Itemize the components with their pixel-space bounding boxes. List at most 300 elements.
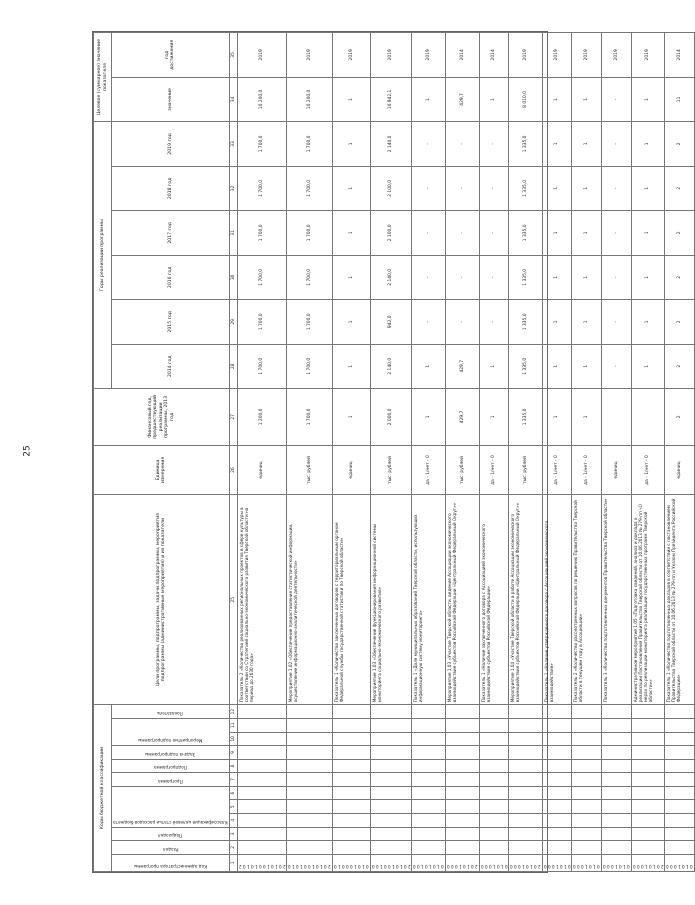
code-cell <box>287 841 333 855</box>
row-year-value: 1 <box>631 211 665 255</box>
row-year-value: 2 <box>665 211 695 255</box>
code-cell <box>479 705 509 719</box>
code-cell <box>602 759 632 773</box>
code-cell <box>572 813 602 827</box>
column-number: 26 <box>229 445 237 494</box>
row-year-value: 1 700,0 <box>237 300 287 344</box>
row-year-value: - <box>445 211 479 255</box>
code-cell <box>370 841 412 855</box>
row-year-value: 1 <box>332 300 370 344</box>
row-target-year: 2019 <box>631 33 665 78</box>
budget-codes-header: Коды бюджетной классификации <box>94 705 112 872</box>
code-cell <box>332 827 370 841</box>
row-unit: единиц <box>665 445 695 494</box>
code-cell <box>665 854 695 871</box>
row-year-value: 1 <box>332 166 370 210</box>
program-table-sheet <box>92 31 694 873</box>
row-target-value: 1 <box>479 77 509 121</box>
row-year-value: - <box>412 255 446 299</box>
code-header-subsection <box>112 827 230 841</box>
year-header-2016: 2016 год <box>112 255 230 299</box>
row-description: Мероприятие 1.04 «Участие Тверской области в работе Ассоциации экономического взаимодействия субъектов Российской Федерации «Центральный Федеральный Округ»» <box>509 495 543 705</box>
row-year-value: 1 335,0 <box>509 255 543 299</box>
row-target-value: 10 200,0 <box>237 77 287 121</box>
row-year-value: 1 700,0 <box>237 255 287 299</box>
row-year-value: 1 <box>479 344 509 388</box>
code-cell <box>509 773 543 787</box>
row-description: Показатель 2 «Количество реализованных региональных проектов в сфере культуры в соответствии со Стратегией социально-экономического развития Тверской области на период до 2030 года» <box>237 495 287 705</box>
code-cell <box>332 718 370 732</box>
code-cell <box>631 773 665 787</box>
code-cell <box>572 773 602 787</box>
code-cell <box>287 813 333 827</box>
target-year-header: год достижения <box>112 33 230 78</box>
year-header-2014: 2014 год <box>112 344 230 388</box>
code-header-subprogram <box>112 759 230 773</box>
code-cell <box>287 800 333 814</box>
code-cell <box>412 705 446 719</box>
row-year-value: - <box>445 300 479 344</box>
row-2013-value: 1 200,0 <box>237 388 287 445</box>
table-row <box>542 33 572 872</box>
page-number: 25 <box>22 445 33 457</box>
code-string: 0 1 0 1 0 0 0 <box>480 864 508 869</box>
code-string: 0 1 0 1 0 0 0 <box>543 864 571 869</box>
row-year-value: - <box>412 211 446 255</box>
column-number-row <box>229 33 237 872</box>
code-cell <box>287 732 333 746</box>
code-cell <box>542 786 572 800</box>
row-target-value: 11 <box>665 77 695 121</box>
row-2013-value <box>602 388 632 445</box>
row-year-value: 1 700,0 <box>237 344 287 388</box>
row-description: Показатель 1 «Наличие заключенного договора с Ассоциацией экономического взаимодействия субъектов Российской Федерации» <box>479 495 509 705</box>
row-unit: единиц <box>332 445 370 494</box>
row-2013-value <box>631 388 665 445</box>
row-2013-value: 2 <box>665 388 695 445</box>
code-cell <box>542 813 572 827</box>
row-year-value: - <box>602 255 632 299</box>
row-year-value: 2 <box>665 122 695 166</box>
code-cell <box>602 786 632 800</box>
code-cell <box>237 732 287 746</box>
row-year-value: 2 <box>665 300 695 344</box>
row-year-value: - <box>445 166 479 210</box>
code-cell <box>572 746 602 760</box>
code-cell <box>370 718 412 732</box>
row-unit: да - 1/нет - 0 <box>572 445 602 494</box>
code-cell <box>370 800 412 814</box>
code-cell <box>631 841 665 855</box>
code-cell <box>412 718 446 732</box>
code-cell <box>332 854 370 871</box>
code-cell <box>412 841 446 855</box>
code-cell <box>509 746 543 760</box>
target-value-header: значение <box>112 77 230 121</box>
code-cell <box>631 705 665 719</box>
code-cell <box>412 786 446 800</box>
code-cell <box>237 813 287 827</box>
code-cell <box>509 800 543 814</box>
code-cell <box>542 732 572 746</box>
row-target-value: - <box>602 77 632 121</box>
code-header-indicator-label: Показатель <box>157 710 184 716</box>
code-cell <box>237 854 287 871</box>
row-year-value: 1 335,0 <box>509 211 543 255</box>
code-cell <box>631 746 665 760</box>
code-cell <box>445 718 479 732</box>
row-description: Показатель 1 «Количество заключенных договоров с территориальным органом Федеральной службы государственной статистики по Тверской области» <box>332 495 370 705</box>
table-row <box>479 33 509 872</box>
financial-year-header: Финансовый год, предшествующий реализации программы, 2013 год <box>94 388 230 445</box>
code-cell <box>370 854 412 871</box>
table-row <box>572 33 602 872</box>
row-target-value: 10 200,0 <box>287 77 333 121</box>
row-year-value: - <box>479 255 509 299</box>
code-cell <box>332 841 370 855</box>
row-2013-value: 1 <box>412 388 446 445</box>
row-description: Показатель 1 «Доля муниципальных образований Тверской области, использующих информационную систему мониторинга» <box>412 495 446 705</box>
code-cell <box>445 705 479 719</box>
row-target-year: 2019 <box>602 33 632 78</box>
row-year-value: 2 140,0 <box>370 122 412 166</box>
code-string: 0 1 0 1 0 0 0 <box>603 864 630 869</box>
code-cell <box>665 827 695 841</box>
code-header-subsection-label: Подраздел <box>158 833 183 839</box>
row-target-year: 2014 <box>479 33 509 78</box>
row-year-value: - <box>602 344 632 388</box>
code-cell <box>237 705 287 719</box>
row-2013-value: 1 335,0 <box>509 388 543 445</box>
row-target-value: 10 942,1 <box>370 77 412 121</box>
code-cell <box>237 800 287 814</box>
code-cell <box>509 854 543 871</box>
row-year-value: 1 <box>542 211 572 255</box>
row-year-value: 1 <box>542 122 572 166</box>
code-cell <box>445 841 479 855</box>
row-unit: тыс. рублей <box>509 445 543 494</box>
code-cell <box>631 854 665 871</box>
column-number: 35 <box>229 33 237 78</box>
code-header-subprogram-label: Подпрограмма <box>153 765 187 771</box>
row-year-value: 2 100,0 <box>370 211 412 255</box>
row-year-value: - <box>602 211 632 255</box>
row-year-value: 1 <box>631 255 665 299</box>
row-year-value: - <box>412 166 446 210</box>
code-cell <box>602 773 632 787</box>
code-cell <box>542 800 572 814</box>
code-cell <box>542 746 572 760</box>
code-cell <box>602 718 632 732</box>
code-cell <box>665 773 695 787</box>
years-group-header: Годы реализации программы <box>94 122 112 389</box>
row-year-value: 1 335,0 <box>509 166 543 210</box>
row-year-value: - <box>479 300 509 344</box>
row-unit: единиц <box>237 445 287 494</box>
code-header-task-label: Задача подпрограммы <box>145 751 196 757</box>
code-cell <box>572 759 602 773</box>
code-cell <box>412 800 446 814</box>
code-string: 2 0 1 0 1 0 0 0 <box>510 864 541 869</box>
unit-header: Единица измерения <box>94 445 230 494</box>
row-year-value: 1 <box>572 344 602 388</box>
row-unit: тыс. рублей <box>445 445 479 494</box>
code-cell <box>665 705 695 719</box>
code-cell <box>572 800 602 814</box>
code-cell <box>332 746 370 760</box>
row-year-value: 1 <box>631 344 665 388</box>
row-year-value: 1 <box>332 344 370 388</box>
row-year-value: - <box>412 300 446 344</box>
column-number: 33 <box>229 122 237 166</box>
row-year-value: 1 <box>572 211 602 255</box>
code-header-event <box>112 718 230 745</box>
row-target-year: 2019 <box>412 33 446 78</box>
column-number: 29 <box>229 300 237 344</box>
year-header-2018: 2018 год <box>112 166 230 210</box>
column-number: 30 <box>229 255 237 299</box>
column-number: 34 <box>229 77 237 121</box>
row-2013-value: 1 <box>542 388 572 445</box>
row-year-value: 1 <box>542 166 572 210</box>
code-header-program-label: Программа <box>157 778 183 784</box>
row-description: Мероприятие 1.03 «Обеспечение функционирования информационной системы мониторинга социально-экономического развития» <box>370 495 412 705</box>
code-cell <box>509 841 543 855</box>
row-year-value: - <box>602 166 632 210</box>
row-year-value: 1 700,0 <box>237 211 287 255</box>
code-cell <box>479 718 509 732</box>
code-cell <box>602 732 632 746</box>
code-cell <box>445 854 479 871</box>
row-2013-value: 1 <box>572 388 602 445</box>
code-cell <box>572 854 602 871</box>
code-header-section-label: Раздел <box>162 846 179 852</box>
column-number: 5 <box>229 800 237 814</box>
code-cell <box>665 800 695 814</box>
code-cell <box>237 759 287 773</box>
code-cell <box>332 759 370 773</box>
code-cell <box>287 718 333 732</box>
code-cell <box>631 827 665 841</box>
row-year-value: 1 700,0 <box>237 166 287 210</box>
code-cell <box>412 759 446 773</box>
row-year-value: 1 <box>572 166 602 210</box>
row-target-year: 2019 <box>332 33 370 78</box>
code-cell <box>370 746 412 760</box>
code-cell <box>332 705 370 719</box>
table-row <box>631 33 665 872</box>
row-description: Показатель 1 «Наличие утвержденного договора с Ассоциацией экономического взаимодействия» <box>542 495 572 705</box>
code-cell <box>665 732 695 746</box>
row-year-value: 2 140,0 <box>370 255 412 299</box>
row-year-value: 1 <box>572 300 602 344</box>
target-group-header: Целевое (суммарное) значение показателя <box>94 33 112 122</box>
code-cell <box>479 732 509 746</box>
row-year-value: 1 700,0 <box>287 122 333 166</box>
code-cell <box>332 813 370 827</box>
program-indicators-table <box>93 32 695 872</box>
code-cell <box>631 732 665 746</box>
code-cell <box>479 746 509 760</box>
column-number: 1 <box>229 854 237 871</box>
row-year-value: - <box>479 122 509 166</box>
code-header-section <box>112 841 230 855</box>
code-cell <box>237 718 287 732</box>
code-cell <box>665 759 695 773</box>
code-cell <box>370 786 412 800</box>
code-cell <box>509 705 543 719</box>
code-cell <box>287 854 333 871</box>
row-year-value: 1 700,0 <box>287 211 333 255</box>
code-cell <box>542 773 572 787</box>
row-year-value: 1 700,0 <box>287 344 333 388</box>
code-string: 0 1 0 1 0 0 0 <box>666 864 694 869</box>
row-year-value: 942,0 <box>370 300 412 344</box>
row-year-value: 2 140,0 <box>370 344 412 388</box>
code-cell <box>572 732 602 746</box>
row-year-value: 1 <box>631 300 665 344</box>
row-year-value: - <box>445 255 479 299</box>
code-cell <box>602 813 632 827</box>
row-target-year: 2019 <box>237 33 287 78</box>
row-description: Показатель 1 «Количество подготовленных докладов в соответствии с постановлением Правительства Тверской области от 10.06.2013 № 279-пп и Указом Президента Российской Федерации» <box>665 495 695 705</box>
code-cell <box>370 827 412 841</box>
row-target-value: 1 <box>332 77 370 121</box>
row-year-value: - <box>602 300 632 344</box>
code-cell <box>542 705 572 719</box>
code-cell <box>287 705 333 719</box>
code-cell <box>542 718 572 732</box>
year-header-2015: 2015 год <box>112 300 230 344</box>
code-cell <box>287 746 333 760</box>
code-cell <box>237 746 287 760</box>
column-number: 32 <box>229 166 237 210</box>
row-year-value: 1 700,0 <box>237 122 287 166</box>
row-year-value: 2 <box>665 255 695 299</box>
column-number: 27 <box>229 388 237 445</box>
code-cell <box>370 759 412 773</box>
code-cell <box>370 813 412 827</box>
code-cell <box>509 718 543 732</box>
row-2013-value: 429,7 <box>445 388 479 445</box>
row-target-value: 1 <box>542 77 572 121</box>
code-cell <box>479 759 509 773</box>
code-cell <box>631 800 665 814</box>
code-cell <box>370 773 412 787</box>
code-cell <box>237 841 287 855</box>
table-row <box>237 33 287 872</box>
code-cell <box>602 841 632 855</box>
row-target-year: 2019 <box>542 33 572 78</box>
code-cell <box>509 827 543 841</box>
code-cell <box>602 827 632 841</box>
row-year-value: 1 <box>572 122 602 166</box>
code-cell <box>572 841 602 855</box>
column-number: 8 <box>229 759 237 773</box>
code-cell <box>332 786 370 800</box>
row-year-value: 1 700,0 <box>287 166 333 210</box>
row-2013-value: 2 000,0 <box>370 388 412 445</box>
row-year-value: 1 700,0 <box>287 300 333 344</box>
row-year-value: 1 <box>332 211 370 255</box>
code-cell <box>602 746 632 760</box>
code-cell <box>412 773 446 787</box>
column-number: 28 <box>229 344 237 388</box>
code-cell <box>445 827 479 841</box>
code-cell <box>412 746 446 760</box>
code-cell <box>479 841 509 855</box>
code-string: 0 1 0 1 0 0 0 <box>573 864 601 869</box>
code-string: 2 0 1 0 1 0 0 0 <box>446 864 478 869</box>
description-header: Цели программы, подпрограммы, задачи подпрограммы, мероприятия подпрограммы (административные мероприятия) и их показатели <box>94 495 230 705</box>
code-cell <box>542 759 572 773</box>
code-cell <box>412 732 446 746</box>
code-cell <box>665 813 695 827</box>
code-cell <box>509 813 543 827</box>
row-year-value: - <box>479 211 509 255</box>
table-body <box>237 33 694 872</box>
column-number: 6 <box>229 786 237 800</box>
column-number: 25 <box>229 495 237 705</box>
row-unit: да - 1/нет - 0 <box>631 445 665 494</box>
table-row <box>665 33 695 872</box>
row-target-value: 1 <box>412 77 446 121</box>
code-cell <box>631 718 665 732</box>
code-string: 2 0 1 0 1 0 0 1 0 0 <box>371 864 411 869</box>
code-string: 2 0 1 0 1 0 0 1 0 1 0 <box>288 864 331 869</box>
code-cell <box>542 841 572 855</box>
row-year-value: - <box>479 166 509 210</box>
code-cell <box>332 800 370 814</box>
code-cell <box>412 813 446 827</box>
row-description: Мероприятие 1.02 «Обеспечение предоставления статистической информации, осуществление информационно-аналитической деятельности» <box>287 495 333 705</box>
code-cell <box>509 786 543 800</box>
row-unit: да - 1/нет - 0 <box>542 445 572 494</box>
row-year-value: 1 335,0 <box>509 122 543 166</box>
code-string: 2 0 1 0 1 0 0 1 0 1 0 2 <box>238 864 286 869</box>
row-target-year: 2019 <box>509 33 543 78</box>
code-cell <box>665 841 695 855</box>
table-row <box>287 33 333 872</box>
code-cell <box>631 813 665 827</box>
column-number: 31 <box>229 211 237 255</box>
code-cell <box>412 854 446 871</box>
row-year-value: 2 <box>665 344 695 388</box>
row-year-value: - <box>445 122 479 166</box>
row-year-value: 1 <box>332 122 370 166</box>
code-cell <box>445 786 479 800</box>
row-target-year: 2014 <box>665 33 695 78</box>
row-target-year: 2019 <box>370 33 412 78</box>
table-row <box>412 33 446 872</box>
code-cell <box>479 827 509 841</box>
code-cell <box>445 759 479 773</box>
code-cell <box>445 746 479 760</box>
row-unit: тыс. рублей <box>287 445 333 494</box>
row-description: Административное мероприятие 1.05 «Подготовка сведений, анализа и доклада о реализации Постановления Правительства Тверской области от 10.06.2013 № 279-пп «О мерах по реализации мониторинга реализации государственных программ Тверской области»» <box>631 495 665 705</box>
code-header-admin-label: Код администратора программы <box>133 864 207 869</box>
code-cell <box>445 773 479 787</box>
column-number: 11 <box>229 718 237 732</box>
code-cell <box>572 827 602 841</box>
code-cell <box>370 732 412 746</box>
row-year-value: 1 <box>631 166 665 210</box>
code-cell <box>602 800 632 814</box>
code-string: 0 1 0 1 0 0 0 1 0 <box>333 864 369 869</box>
table-row <box>445 33 479 872</box>
code-cell <box>332 732 370 746</box>
row-target-year: 2019 <box>287 33 333 78</box>
